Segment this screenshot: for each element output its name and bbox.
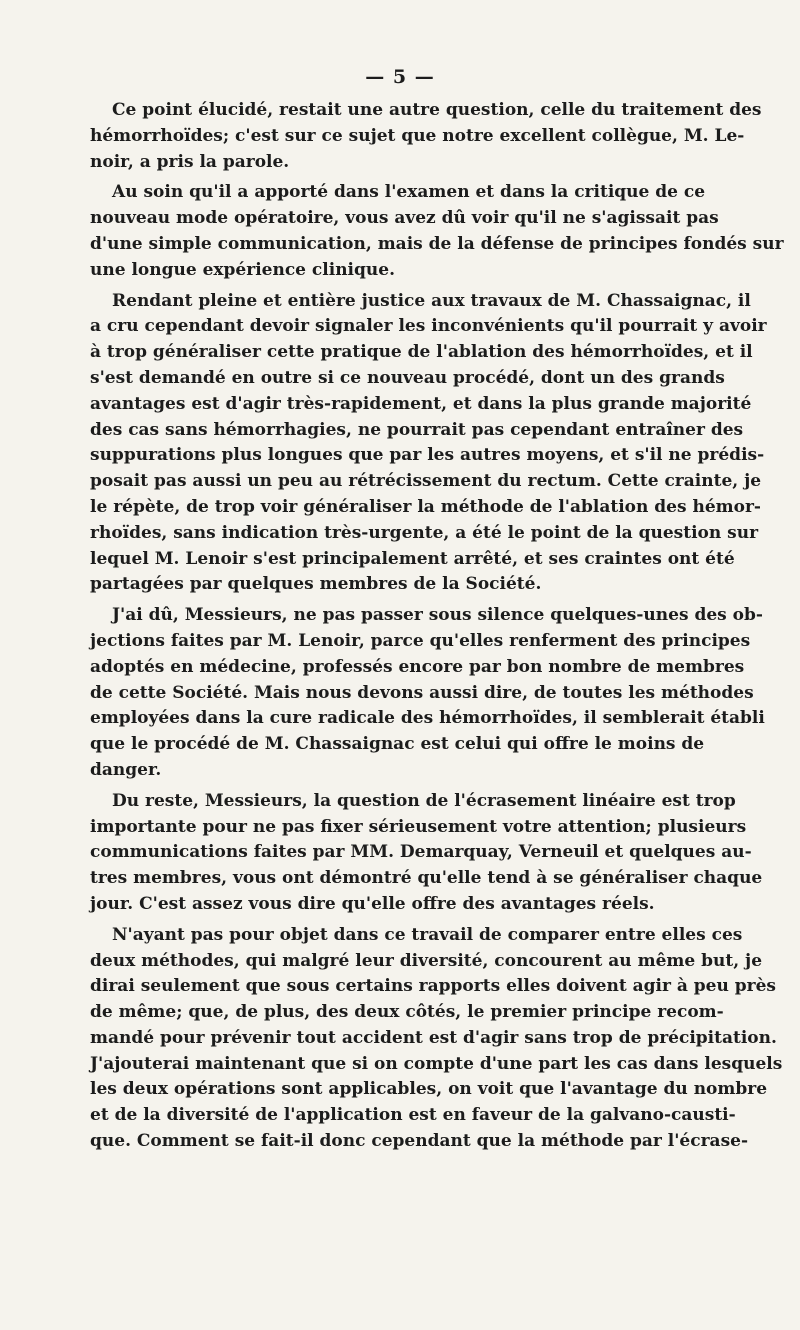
paragraph-3 [90,289,767,599]
text-line: d'une simple communication, mais de la défense de principes fondés sur [90,233,784,254]
text-line: hémorrhoïdes; c'est sur ce sujet que notre excellent collègue, M. Le- [90,125,745,146]
text-line: suppurations plus longues que par les autres moyens, et s'il ne prédis- [90,445,765,466]
text-line: Du reste, Messieurs, la question de l'écrasement linéaire est trop [112,790,736,811]
text-line: et de la diversité de l'application est en faveur de la galvano-causti- [90,1105,736,1126]
text-line: à trop généraliser cette pratique de l'ablation des hémorrhoïdes, et il [90,342,753,363]
text-line: employées dans la cure radicale des hémorrhoïdes, il semblerait établi [90,708,765,729]
text-line: importante pour ne pas fixer sérieusement votre attention; plusieurs [90,816,747,837]
text-line: de cette Société. Mais nous devons aussi dire, de toutes les méthodes [90,682,754,703]
text-line: des cas sans hémorrhagies, ne pourrait pas cependant entraîner des [90,419,744,440]
text-line: deux méthodes, qui malgré leur diversité, concourent au même but, je [90,950,763,971]
text-line: N'ayant pas pour objet dans ce travail de comparer entre elles ces [112,924,743,945]
text-line: jour. C'est assez vous dire qu'elle offre des avantages réels. [90,893,655,914]
paragraph-4 [90,603,765,784]
text-line: mandé pour prévenir tout accident est d'agir sans trop de précipitation. [90,1027,777,1048]
text-line: rhoïdes, sans indication très-urgente, a été le point de la question sur [90,522,759,543]
text-line: J'ai dû, Messieurs, ne pas passer sous silence quelques-unes des ob- [112,605,763,626]
text-line: s'est demandé en outre si ce nouveau procédé, dont un des grands [90,367,725,388]
text-line: tres membres, vous ont démontré qu'elle tend à se généraliser chaque [90,868,763,889]
text-line: nouveau mode opératoire, vous avez dû voir qu'il ne s'agissait pas [90,208,719,229]
text-line: lequel M. Lenoir s'est principalement arrêté, et ses craintes ont été [90,548,735,569]
text-line: une longue expérience clinique. [90,259,395,280]
body-text [90,98,784,1155]
text-line: posait pas aussi un peu au rétrécissement du rectum. Cette crainte, je [90,471,762,492]
text-line: avantages est d'agir très-rapidement, et dans la plus grande majorité [90,393,752,414]
text-line: les deux opérations sont applicables, on voit que l'avantage du nombre [90,1079,768,1100]
text-line: que le procédé de M. Chassaignac est celui qui offre le moins de [90,734,705,755]
text-line: communications faites par MM. Demarquay, Verneuil et quelques au- [90,842,752,863]
text-line: danger. [90,759,162,780]
text-line: le répète, de trop voir généraliser la méthode de l'ablation des hémor- [90,496,761,517]
text-line: adoptés en médecine, professés encore par bon nombre de membres [90,656,745,677]
text-line: jections faites par M. Lenoir, parce qu'elles renferment des principes [90,630,751,651]
text-line: que. Comment se fait-il donc cependant que la méthode par l'écrase- [90,1131,749,1152]
text-line: Rendant pleine et entière justice aux travaux de M. Chassaignac, il [112,290,751,311]
paragraph-6 [90,923,783,1155]
text-line: Ce point élucidé, restait une autre question, celle du traitement des [112,100,762,120]
text-line: de même; que, de plus, des deux côtés, le premier principe recom- [90,1002,724,1023]
text-line: J'ajouterai maintenant que si on compte d'une part les cas dans lesquels [90,1053,783,1074]
paragraph-5 [90,789,763,918]
text-line: noir, a pris la parole. [90,151,290,172]
text-line: dirai seulement que sous certains rapports elles doivent agir à peu près [90,976,776,997]
paragraph-1 [90,98,762,175]
page-number: — 5 — [365,66,435,88]
paragraph-2 [90,180,784,283]
text-line: partagées par quelques membres de la Société. [90,574,542,595]
text-line: a cru cependant devoir signaler les inconvénients qu'il pourrait y avoir [90,316,767,337]
text-line: Au soin qu'il a apporté dans l'examen et dans la critique de ce [112,182,706,203]
